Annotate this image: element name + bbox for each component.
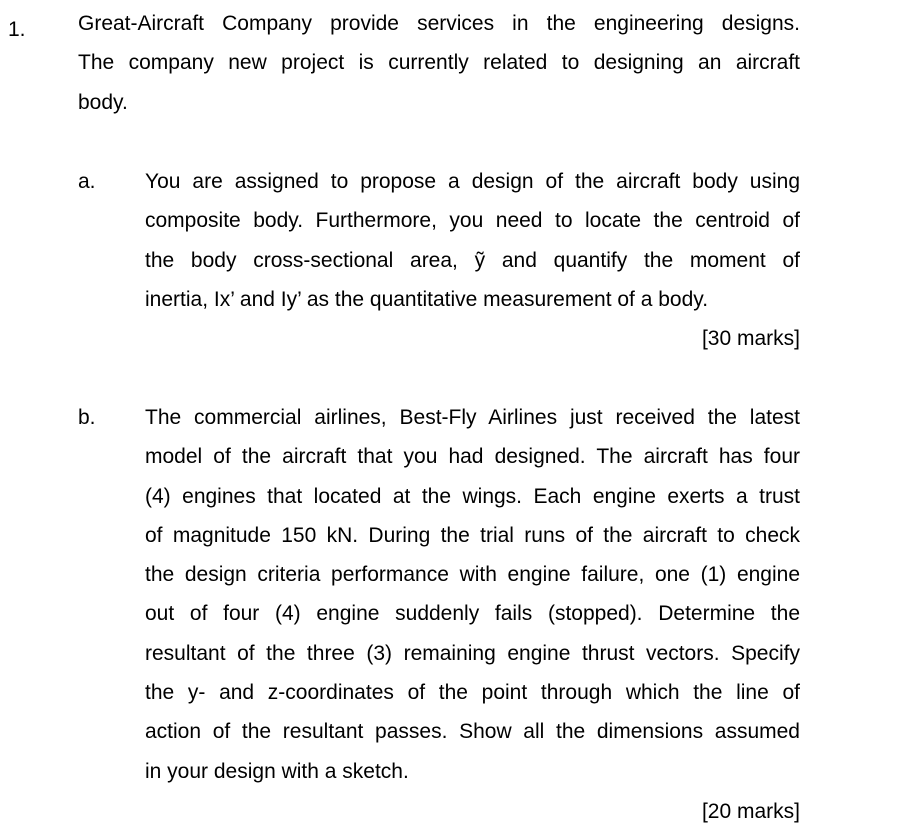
part-b-line: resultant of the three (3) remaining engine thrust vectors. Specify <box>145 641 800 665</box>
question-number: 1. <box>8 18 26 41</box>
part-b-line: The commercial airlines, Best-Fly Airlines just received the latest <box>145 406 800 429</box>
part-b-text <box>145 398 800 791</box>
part-b-marks: [20 marks] <box>701 800 800 823</box>
part-a-line: inertia, Ix’ and Iy’ as the quantitative measurement of a body. <box>145 287 709 311</box>
part-b-line: action of the resultant passes. Show all the dimensions assumed <box>145 720 800 744</box>
part-b-line: (4) engines that located at the wings. Each engine exerts a trust <box>145 484 800 508</box>
part-b-line: of magnitude 150 kN. During the trial runs of the aircraft to check <box>145 523 800 547</box>
part-a-marks: [30 marks] <box>701 327 800 350</box>
part-b-line: model of the aircraft that you had designed. The aircraft has four <box>145 445 800 469</box>
part-a-line: the body cross-sectional area, ỹ and quantify the moment of <box>145 248 800 272</box>
part-b-label: b. <box>78 406 96 429</box>
part-a-text <box>145 162 800 319</box>
part-a-line: You are assigned to propose a design of the aircraft body using <box>145 170 800 193</box>
part-b-line: the y- and z-coordinates of the point through which the line of <box>145 681 800 705</box>
part-a-line: composite body. Furthermore, you need to locate the centroid of <box>145 209 800 233</box>
intro-line: body. <box>78 90 128 114</box>
part-a-label: a. <box>78 170 96 193</box>
intro-line: Great-Aircraft Company provide services in the engineering designs. <box>78 12 800 35</box>
part-b-line: in your design with a sketch. <box>145 759 409 783</box>
part-b-line: the design criteria performance with engine failure, one (1) engine <box>145 563 800 587</box>
question-intro <box>78 4 800 122</box>
part-b-line: out of four (4) engine suddenly fails (stopped). Determine the <box>145 602 800 626</box>
intro-line: The company new project is currently related to designing an aircraft <box>78 51 800 75</box>
